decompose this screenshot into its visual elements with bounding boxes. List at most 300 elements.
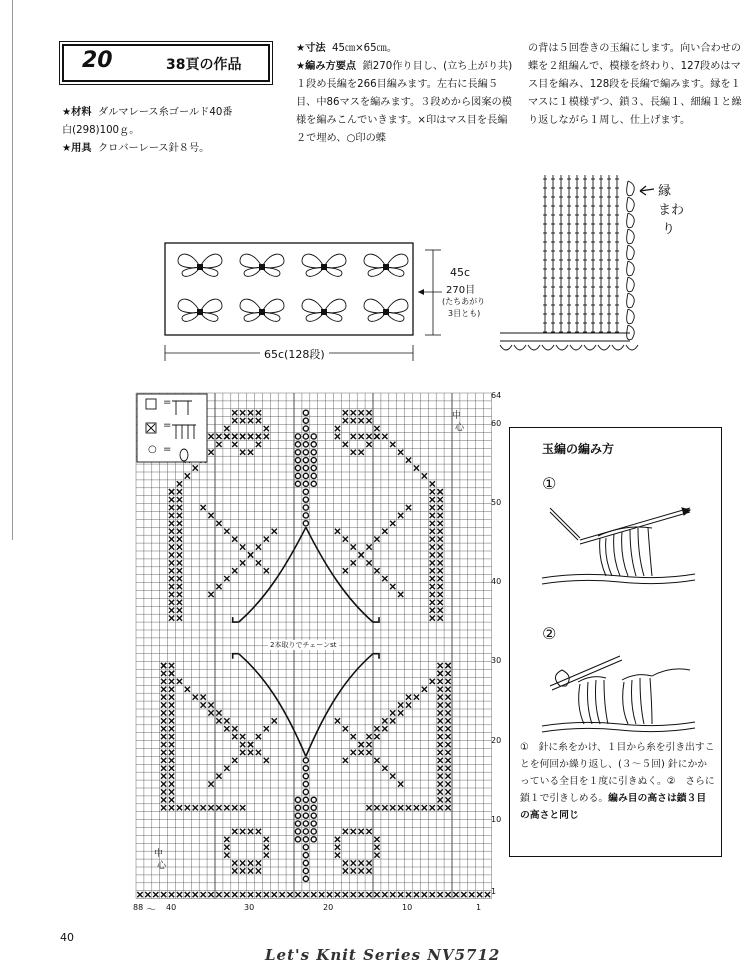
x-stitch-mark	[169, 513, 174, 518]
x-stitch-mark	[232, 726, 237, 731]
edge-loop	[627, 277, 635, 292]
x-stitch-mark	[169, 797, 174, 802]
x-stitch-mark	[438, 797, 443, 802]
x-stitch-mark	[469, 892, 474, 897]
x-stitch-mark	[240, 742, 245, 747]
x-stitch-mark	[216, 521, 221, 526]
x-stitch-mark	[177, 576, 182, 581]
puff-mark	[295, 465, 300, 470]
x-stitch-mark	[169, 758, 174, 763]
x-stitch-mark	[201, 892, 206, 897]
chain-antenna	[306, 654, 373, 757]
x-stitch-mark	[343, 442, 348, 447]
x-stitch-mark	[224, 576, 229, 581]
x-stitch-mark	[374, 568, 379, 573]
x-stitch-mark	[390, 892, 395, 897]
x-stitch-mark	[169, 608, 174, 613]
x-stitch-mark	[161, 726, 166, 731]
x-stitch-mark	[382, 529, 387, 534]
x-stitch-mark	[161, 679, 166, 684]
x-stitch-mark	[256, 544, 261, 549]
x-stitch-mark	[185, 473, 190, 478]
center-mark-bottom-2: 心	[157, 861, 167, 871]
x-stitch-mark	[445, 687, 450, 692]
chain-end	[373, 654, 379, 659]
x-stitch-mark	[343, 868, 348, 873]
size-text: 45㎝×65㎝。	[332, 43, 398, 54]
legend-eq-2: =	[163, 420, 172, 431]
x-stitch-mark	[445, 702, 450, 707]
x-stitch-mark	[224, 837, 229, 842]
x-stitch-mark	[240, 434, 245, 439]
materials-label: ★材料	[62, 107, 92, 118]
puff-instructions	[520, 739, 715, 824]
x-stitch-mark	[177, 892, 182, 897]
x-stitch-mark	[264, 537, 269, 542]
x-stitch-mark	[390, 442, 395, 447]
x-stitch-mark	[248, 552, 253, 557]
x-stitch-mark	[398, 513, 403, 518]
puff-mark	[311, 829, 316, 834]
x-stitch-mark	[438, 663, 443, 668]
x-stitch-mark	[366, 442, 371, 447]
x-stitch-mark	[232, 892, 237, 897]
x-stitch-mark	[224, 718, 229, 723]
x-stitch-mark	[161, 695, 166, 700]
x-stitch-mark	[256, 750, 261, 755]
x-stitch-mark	[256, 410, 261, 415]
x-stitch-mark	[177, 481, 182, 486]
x-stitch-mark	[438, 560, 443, 565]
puff-mark	[311, 797, 316, 802]
x-stitch-mark	[177, 513, 182, 518]
row-label-64: 64	[491, 391, 502, 400]
x-stitch-mark	[382, 726, 387, 731]
tools-label: ★用具	[62, 143, 92, 154]
x-stitch-mark	[438, 576, 443, 581]
instructions-block	[296, 40, 516, 148]
x-stitch-mark	[240, 560, 245, 565]
materials-text: ダルマレース糸ゴールド40番	[98, 107, 233, 118]
x-stitch-mark	[374, 734, 379, 739]
x-stitch-mark	[256, 868, 261, 873]
x-stitch-mark	[366, 418, 371, 423]
x-stitch-mark	[438, 489, 443, 494]
x-stitch-mark	[359, 410, 364, 415]
x-stitch-mark	[169, 781, 174, 786]
x-stitch-mark	[185, 687, 190, 692]
x-stitch-mark	[169, 489, 174, 494]
x-stitch-mark	[224, 529, 229, 534]
x-stitch-mark	[398, 805, 403, 810]
butterfly-motif	[302, 299, 346, 321]
col-label-20: 20	[323, 903, 334, 912]
x-stitch-mark	[208, 710, 213, 715]
instructions-cont: の背は５回巻きの玉編にします。向い合わせの蝶を２組編んで、模様を終わり、127段めはマス目を編み、128段を長編で編みます。縁を１マスに１模様ずつ、鎖３、長編１、細編１と繰り返しながら１周し、仕上げます。	[528, 43, 742, 126]
puff-mark	[295, 458, 300, 463]
x-stitch-mark	[248, 868, 253, 873]
puff-mark	[295, 450, 300, 455]
x-stitch-mark	[445, 726, 450, 731]
x-stitch-mark	[430, 805, 435, 810]
x-stitch-mark	[351, 734, 356, 739]
x-stitch-mark	[169, 687, 174, 692]
x-stitch-mark	[438, 805, 443, 810]
method-text: 鎖270作り目し、(立ち上がり共)１段め長編を266目編みます。左右に長編５目、中86マスを編みます。３段めから図案の模様を編みこんでいきます。×印はマス目を長編２で埋め、○印の蝶	[296, 61, 513, 144]
x-stitch-mark	[351, 560, 356, 565]
x-stitch-mark	[445, 781, 450, 786]
x-stitch-mark	[374, 853, 379, 858]
x-stitch-mark	[264, 726, 269, 731]
center-mark-top-2: 心	[455, 423, 465, 433]
x-stitch-mark	[382, 718, 387, 723]
x-stitch-mark	[374, 845, 379, 850]
x-stitch-mark	[359, 450, 364, 455]
x-stitch-mark	[208, 434, 213, 439]
x-stitch-mark	[280, 892, 285, 897]
x-stitch-mark	[232, 410, 237, 415]
x-stitch-mark	[169, 695, 174, 700]
puff-mark	[311, 450, 316, 455]
edge-label-3: り	[662, 222, 676, 237]
x-stitch-mark	[240, 450, 245, 455]
x-stitch-mark	[248, 829, 253, 834]
x-stitch-mark	[295, 892, 300, 897]
x-stitch-mark	[398, 710, 403, 715]
x-stitch-mark	[445, 766, 450, 771]
puff-mark	[303, 758, 308, 763]
edge-loop	[570, 345, 582, 350]
x-stitch-mark	[382, 766, 387, 771]
x-stitch-mark	[430, 560, 435, 565]
x-stitch-mark	[177, 489, 182, 494]
x-stitch-mark	[264, 568, 269, 573]
row-label-40: 40	[491, 577, 502, 586]
puff-mark	[303, 465, 308, 470]
x-stitch-mark	[264, 758, 269, 763]
x-stitch-mark	[438, 679, 443, 684]
binding-rule	[12, 0, 13, 540]
x-stitch-mark	[398, 592, 403, 597]
x-stitch-mark	[161, 805, 166, 810]
x-stitch-mark	[177, 592, 182, 597]
puff-mark	[303, 805, 308, 810]
tools-text: クロバーレース針８号。	[98, 143, 210, 154]
materials-block	[62, 104, 282, 158]
x-stitch-mark	[430, 584, 435, 589]
x-stitch-mark	[335, 529, 340, 534]
x-stitch-mark	[272, 529, 277, 534]
edge-label-2: まわ	[658, 203, 685, 218]
x-stitch-mark	[438, 789, 443, 794]
x-stitch-mark	[256, 434, 261, 439]
x-stitch-mark	[374, 892, 379, 897]
chain-antenna	[239, 654, 306, 757]
edge-loop	[542, 345, 554, 350]
butterfly-motif	[364, 254, 408, 276]
x-stitch-mark	[430, 497, 435, 502]
x-stitch-mark	[351, 434, 356, 439]
x-stitch-mark	[477, 892, 482, 897]
puff-mark	[311, 805, 316, 810]
x-stitch-mark	[145, 892, 150, 897]
x-stitch-mark	[335, 853, 340, 858]
x-stitch-mark	[335, 837, 340, 842]
x-stitch-mark	[343, 726, 348, 731]
x-stitch-mark	[169, 710, 174, 715]
x-stitch-mark	[216, 805, 221, 810]
x-stitch-mark	[438, 671, 443, 676]
col-label-40: 40	[166, 903, 177, 912]
x-stitch-mark	[216, 434, 221, 439]
x-stitch-mark	[232, 758, 237, 763]
x-stitch-mark	[232, 434, 237, 439]
x-stitch-mark	[422, 805, 427, 810]
x-stitch-mark	[208, 892, 213, 897]
puff-mark	[295, 434, 300, 439]
x-stitch-mark	[248, 450, 253, 455]
x-stitch-mark	[193, 465, 198, 470]
puff-mark	[303, 481, 308, 486]
x-stitch-mark	[177, 544, 182, 549]
x-stitch-mark	[169, 560, 174, 565]
puff-mark	[303, 418, 308, 423]
puff-mark	[311, 481, 316, 486]
x-stitch-mark	[430, 544, 435, 549]
pattern-number: 20	[82, 48, 113, 73]
edge-loop	[626, 345, 638, 350]
edge-loop	[627, 197, 635, 212]
x-stitch-mark	[169, 663, 174, 668]
x-stitch-mark	[438, 544, 443, 549]
puff-mark	[303, 497, 308, 502]
x-stitch-mark	[169, 892, 174, 897]
col-label-1: 1	[476, 903, 482, 912]
x-stitch-mark	[208, 702, 213, 707]
puff-mark	[311, 813, 316, 818]
x-stitch-mark	[445, 718, 450, 723]
edge-loop	[627, 309, 635, 324]
x-stitch-mark	[351, 860, 356, 865]
x-stitch-mark	[445, 797, 450, 802]
x-stitch-mark	[169, 766, 174, 771]
puff-mark	[311, 473, 316, 478]
x-stitch-mark	[264, 892, 269, 897]
row-label-10: 10	[491, 815, 502, 824]
x-stitch-mark	[445, 671, 450, 676]
x-stitch-mark	[327, 892, 332, 897]
x-stitch-mark	[272, 718, 277, 723]
edge-loop	[627, 325, 635, 340]
puff-mark	[303, 821, 308, 826]
x-stitch-mark	[169, 584, 174, 589]
x-stitch-mark	[208, 781, 213, 786]
x-stitch-mark	[169, 537, 174, 542]
puff-step-1-illustration	[540, 498, 700, 588]
puff-mark	[295, 837, 300, 842]
x-stitch-mark	[445, 710, 450, 715]
x-stitch-mark	[335, 892, 340, 897]
x-stitch-mark	[359, 434, 364, 439]
x-stitch-mark	[430, 592, 435, 597]
x-stitch-mark	[169, 742, 174, 747]
edge-loop	[627, 245, 635, 260]
x-stitch-mark	[248, 434, 253, 439]
x-stitch-mark	[169, 521, 174, 526]
butterfly-motif	[240, 254, 284, 276]
puff-mark	[311, 442, 316, 447]
x-stitch-mark	[414, 892, 419, 897]
x-stitch-mark	[414, 465, 419, 470]
x-stitch-mark	[153, 892, 158, 897]
x-stitch-mark	[177, 552, 182, 557]
puff-mark	[303, 426, 308, 431]
x-stitch-mark	[169, 568, 174, 573]
puff-mark	[303, 829, 308, 834]
x-stitch-mark	[366, 892, 371, 897]
x-stitch-mark	[390, 805, 395, 810]
puff-mark	[303, 853, 308, 858]
x-stitch-mark	[438, 616, 443, 621]
x-stitch-mark	[343, 537, 348, 542]
x-stitch-mark	[430, 892, 435, 897]
x-stitch-mark	[438, 718, 443, 723]
x-stitch-mark	[422, 473, 427, 478]
x-stitch-mark	[161, 687, 166, 692]
x-stitch-mark	[366, 750, 371, 755]
x-stitch-mark	[240, 829, 245, 834]
x-stitch-mark	[177, 560, 182, 565]
x-stitch-mark	[438, 513, 443, 518]
x-stitch-mark	[169, 679, 174, 684]
butterfly-motifs	[178, 254, 408, 321]
col-tilde: 〜	[146, 905, 156, 916]
size-label: ★寸法	[296, 43, 326, 54]
x-stitch-mark	[185, 892, 190, 897]
legend-eq-3: =	[163, 444, 172, 455]
x-stitch-mark	[438, 726, 443, 731]
edge-loop	[627, 293, 635, 308]
x-stitch-mark	[224, 845, 229, 850]
series-title: Let's Knit Series NV5712	[265, 946, 501, 964]
x-stitch-mark	[414, 805, 419, 810]
x-stitch-mark	[193, 695, 198, 700]
puff-mark	[311, 458, 316, 463]
x-stitch-mark	[161, 797, 166, 802]
x-stitch-mark	[430, 505, 435, 510]
x-stitch-mark	[438, 600, 443, 605]
x-stitch-mark	[438, 742, 443, 747]
x-stitch-mark	[445, 734, 450, 739]
x-stitch-mark	[430, 679, 435, 684]
x-stitch-mark	[359, 750, 364, 755]
x-stitch-mark	[438, 584, 443, 589]
height-label: 45c	[450, 266, 471, 279]
x-stitch-mark	[438, 592, 443, 597]
x-stitch-mark	[287, 892, 292, 897]
chain-end	[233, 617, 239, 622]
x-stitch-mark	[177, 616, 182, 621]
x-stitch-mark	[438, 687, 443, 692]
x-stitch-mark	[438, 734, 443, 739]
puff-mark	[311, 465, 316, 470]
x-stitch-mark	[264, 837, 269, 842]
x-stitch-mark	[208, 592, 213, 597]
x-stitch-mark	[240, 750, 245, 755]
x-stitch-mark	[232, 442, 237, 447]
edge-label-1: 縁	[658, 184, 672, 199]
x-stitch-mark	[359, 892, 364, 897]
puff-mark	[303, 410, 308, 415]
x-stitch-mark	[232, 860, 237, 865]
x-stitch-mark	[343, 829, 348, 834]
x-stitch-mark	[177, 537, 182, 542]
edge-arrow	[640, 186, 654, 195]
x-stitch-mark	[438, 568, 443, 573]
x-stitch-mark	[224, 766, 229, 771]
x-stitch-mark	[161, 758, 166, 763]
legend-eq-1: =	[163, 397, 172, 408]
x-stitch-mark	[177, 679, 182, 684]
chain-note: 2本取りでチェーンst	[270, 641, 337, 649]
x-stitch-mark	[177, 529, 182, 534]
col-label-30: 30	[244, 903, 255, 912]
puff-text: ① 針に糸をかけ、１目から糸を引き出すことを何回か繰り返し、(３〜５回) 針にかかっている全目を１度に引きぬく。② さらに鎖１で引きしめる。	[520, 742, 715, 804]
x-stitch-mark	[382, 434, 387, 439]
x-stitch-mark	[161, 663, 166, 668]
x-stitch-mark	[359, 860, 364, 865]
x-stitch-mark	[264, 426, 269, 431]
edge-loop	[627, 229, 635, 244]
x-stitch-mark	[430, 529, 435, 534]
puff-mark	[303, 434, 308, 439]
x-stitch-mark	[398, 892, 403, 897]
method-label: ★編み方要点	[296, 61, 357, 72]
x-stitch-mark	[137, 892, 142, 897]
puff-title: 玉編の編み方	[542, 442, 615, 456]
edge-loop	[514, 345, 526, 350]
row-label-20: 20	[491, 736, 502, 745]
x-stitch-mark	[390, 584, 395, 589]
x-stitch-mark	[430, 552, 435, 557]
x-stitch-mark	[232, 734, 237, 739]
x-stitch-mark	[390, 774, 395, 779]
puff-mark	[303, 473, 308, 478]
x-stitch-mark	[438, 552, 443, 557]
puff-mark	[295, 829, 300, 834]
x-stitch-mark	[343, 410, 348, 415]
x-stitch-mark	[224, 892, 229, 897]
edging-diagram	[490, 165, 660, 385]
puff-stitch-box	[509, 427, 722, 857]
x-stitch-mark	[430, 616, 435, 621]
x-stitch-mark	[430, 608, 435, 613]
x-stitch-mark	[224, 434, 229, 439]
x-stitch-mark	[351, 544, 356, 549]
x-stitch-mark	[232, 418, 237, 423]
x-stitch-mark	[445, 892, 450, 897]
x-stitch-mark	[319, 892, 324, 897]
x-stitch-mark	[335, 426, 340, 431]
x-stitch-mark	[264, 845, 269, 850]
x-stitch-mark	[177, 584, 182, 589]
x-stitch-mark	[232, 805, 237, 810]
x-stitch-mark	[216, 584, 221, 589]
x-stitch-mark	[216, 710, 221, 715]
x-stitch-mark	[359, 742, 364, 747]
x-stitch-mark	[390, 710, 395, 715]
x-stitch-mark	[351, 750, 356, 755]
